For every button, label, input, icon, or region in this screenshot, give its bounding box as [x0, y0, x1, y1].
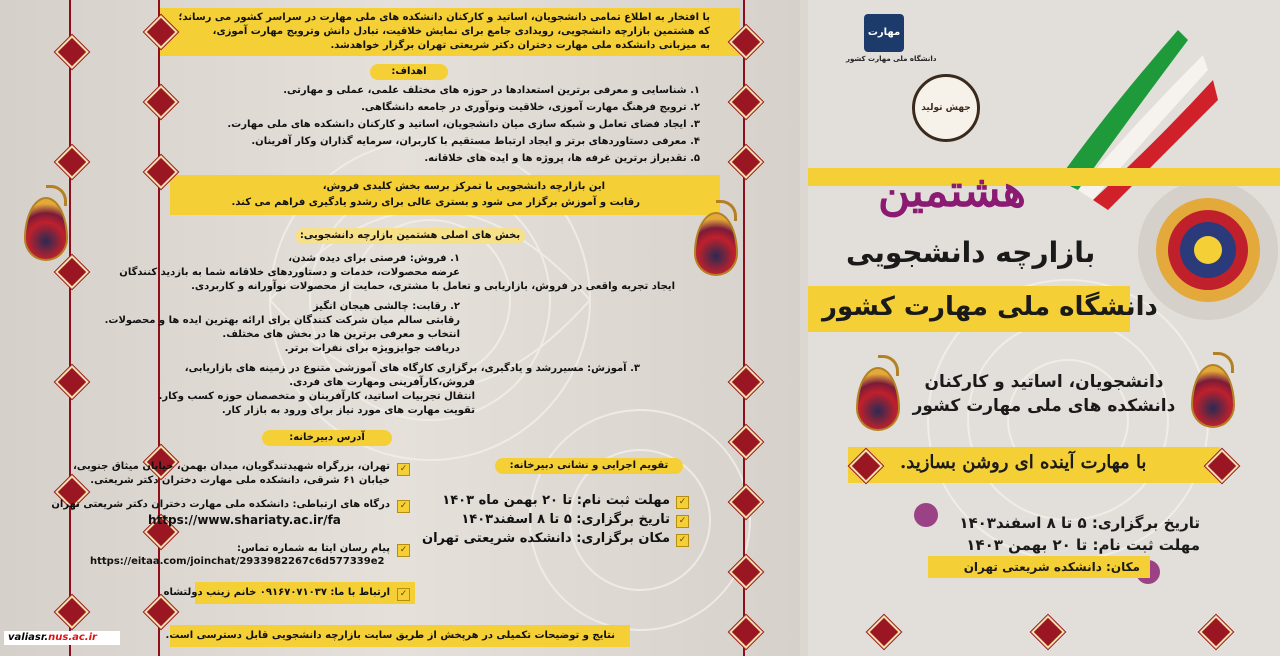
- schedule-date: تاریخ برگزاری: ۵ تا ۸ اسفند۱۴۰۳: [461, 512, 670, 527]
- left-ornament-column: [56, 0, 84, 656]
- event-place: مکان: دانشکده شریعتی تهران: [963, 560, 1140, 574]
- intro-line-2: که هشتمین بازارچه دانشجویی، رویدادی جامع برای نمایش خلاقیت، تبادل دانش وترویج مهارت آموزی،: [212, 26, 710, 37]
- contact-line: ارتباط با ما: ۰۹۱۶۷۰۷۱۰۳۷ خانم زینب دولتشاه: [163, 587, 390, 598]
- sections-heading: بخش های اصلی هشتمین بازارچه دانشجویی:: [295, 228, 525, 244]
- paisley-ornament: [848, 355, 904, 441]
- credit-part-a: valiasr.: [8, 632, 49, 643]
- section-line: عرضه محصولات، خدمات و دستاوردهای خلاقانه شما به بازدید کنندگان: [119, 267, 460, 278]
- checkbox-icon: ✓: [397, 544, 410, 557]
- credit-part-b: nus.ac.ir: [48, 632, 97, 643]
- bottom-ornament: [1032, 600, 1060, 656]
- checkbox-icon: ✓: [676, 496, 689, 509]
- section-line: تقویت مهارت های مورد نیاز برای ورود به بازار کار.: [221, 405, 475, 416]
- schedule-registration: مهلت ثبت نام: تا ۲۰ بهمن ماه ۱۴۰۳: [442, 493, 670, 508]
- checkbox-icon: ✓: [676, 534, 689, 547]
- checkbox-icon: ✓: [397, 500, 410, 513]
- site-credit: [4, 631, 120, 645]
- goal-item: ۲. ترویج فرهنگ مهارت آموزی، خلاقیت ونوآوری در جامعه دانشگاهی.: [361, 102, 700, 113]
- checkbox-icon: ✓: [397, 463, 410, 476]
- section-line: فروش،کارآفرینی ومهارت های فردی.: [289, 377, 475, 388]
- website-link[interactable]: https://www.shariaty.ac.ir/fa: [148, 513, 341, 527]
- goal-item: ۵. تقدیراز برترین غرفه ها، پروژه ها و ایده های خلاقانه.: [424, 153, 700, 164]
- footer-note: نتایج و توضیحات تکمیلی در هرپخش از طریق سایت بازارچه دانشجویی قابل دسترسی است.: [165, 630, 615, 641]
- intro-line-3: به میزبانی دانشکده ملی مهارت دختران دکتر شریعتی تهران برگزار خواهدشد.: [330, 40, 710, 51]
- bottom-ornament: [1200, 600, 1228, 656]
- right-ornament-column: [730, 0, 758, 656]
- seal-text: جهش تولید: [921, 103, 971, 113]
- goals-heading: اهداف:: [370, 64, 448, 80]
- slogan: با مهارت آینده ای روشن بسازید.: [900, 452, 1147, 473]
- logo-text: مهارت: [867, 27, 901, 38]
- eitaa-link[interactable]: https://eitaa.com/joinchat/2933982267c6d577339e2: [90, 556, 385, 567]
- section-line: ۱. فروش: فرصتی برای دیده شدن،: [288, 253, 460, 264]
- address-heading: آدرس دبیرخانه:: [262, 430, 392, 446]
- logo-caption: دانشگاه ملی مهارت کشور: [846, 55, 937, 63]
- paisley-ornament: [1183, 352, 1239, 438]
- checkbox-icon: ✓: [397, 588, 410, 601]
- section-line: ۲. رقابت: چالشی هیجان انگیز: [312, 301, 460, 312]
- focus-line-1: این بازارچه دانشجویی با تمرکز برسه بخش کلیدی فروش،: [322, 181, 605, 192]
- goal-item: ۴. معرفی دستاوردهای برتر و ایجاد ارتباط مستقیم با کاربران، سرمایه گذاران وکار آفرینان.: [251, 136, 700, 147]
- address-line-1: تهران، بزرگراه شهیدتندگویان، میدان بهمن، خیابان میثاق جنوبی،: [73, 461, 390, 472]
- section-line: ۳. آموزش: مسیررشد و یادگیری، برگزاری کارگاه های آموزشی متنوع در زمینه های بازاریابی،: [184, 363, 640, 374]
- audience-line-1: دانشجویان، اساتید و کارکنان: [924, 372, 1164, 392]
- paisley-ornament-left: [16, 185, 72, 271]
- goal-item: ۱. شناسایی و معرفی برترین استعدادها در حوزه های مختلف علمی، عملی و مهارتی.: [283, 85, 700, 96]
- university-logo: [864, 14, 904, 52]
- main-title: بازارچه دانشجویی: [846, 236, 1096, 269]
- section-line: دریافت جوایزویژه برای نفرات برتر.: [284, 343, 460, 354]
- focus-line-2: رقابت و آموزش برگزار می شود و بستری عالی برای رشدو یادگیری فراهم می کند.: [231, 197, 640, 208]
- cover-poster: [808, 0, 1280, 656]
- production-seal: [912, 74, 980, 142]
- channels-label: درگاه های ارتباطی: دانشکده ملی مهارت دختران دکتر شریعتی تهران: [51, 499, 390, 510]
- eitaa-label: پیام رسان ایتا به شماره تماس:: [236, 543, 390, 554]
- registration-deadline: مهلت ثبت نام: تا ۲۰ بهمن ۱۴۰۳: [966, 536, 1200, 554]
- schedule-place: مکان برگزاری: دانشکده شریعتی تهران: [422, 531, 670, 546]
- section-line: انتخاب و معرفی برترین ها در بخش های مختلف.: [222, 329, 460, 340]
- number-word: هشتمین: [878, 166, 1026, 217]
- bottom-ornament: [868, 600, 896, 656]
- paisley-ornament-right: [686, 200, 742, 286]
- checkbox-icon: ✓: [676, 515, 689, 528]
- subtitle: دانشگاه ملی مهارت کشور: [822, 292, 1158, 322]
- intro-line-1: با افتخار به اطلاع تمامی دانشجویان، اساتید و کارکنان دانشکده های ملی مهارت در سراسر کشور می رساند؛: [178, 12, 710, 23]
- section-line: ایجاد تجربه واقعی در فروش، بازاریابی و تعامل با مشتری، حمایت از محصولات نوآورانه و کاربردی.: [191, 281, 675, 292]
- slogan-ornament-left: [850, 440, 878, 490]
- address-line-2: خیابان ۶۱ شرقی، دانشکده ملی مهارت دختران دکتر شریعتی.: [90, 475, 390, 486]
- audience-line-2: دانشکده های ملی مهارت کشور: [912, 396, 1176, 416]
- slogan-ornament-right: [1206, 440, 1234, 490]
- event-date: تاریخ برگزاری: ۵ تا ۸ اسفند۱۴۰۳: [959, 514, 1200, 532]
- section-line: رقابتی سالم میان شرکت کنندگان برای ارائه بهترین ایده ها و محصولات.: [104, 315, 460, 326]
- goal-item: ۳. ایجاد فضای تعامل و شبکه سازی میان دانشجویان، اساتید و کارکنان دانشکده های ملی مهارت.: [227, 119, 700, 130]
- section-line: انتقال تجربیات اساتید، کارآفرینان و متخصصان حوزه کسب وکار.: [158, 391, 475, 402]
- schedule-heading: تقویم اجرایی و نشانی دبیرخانه:: [495, 458, 683, 474]
